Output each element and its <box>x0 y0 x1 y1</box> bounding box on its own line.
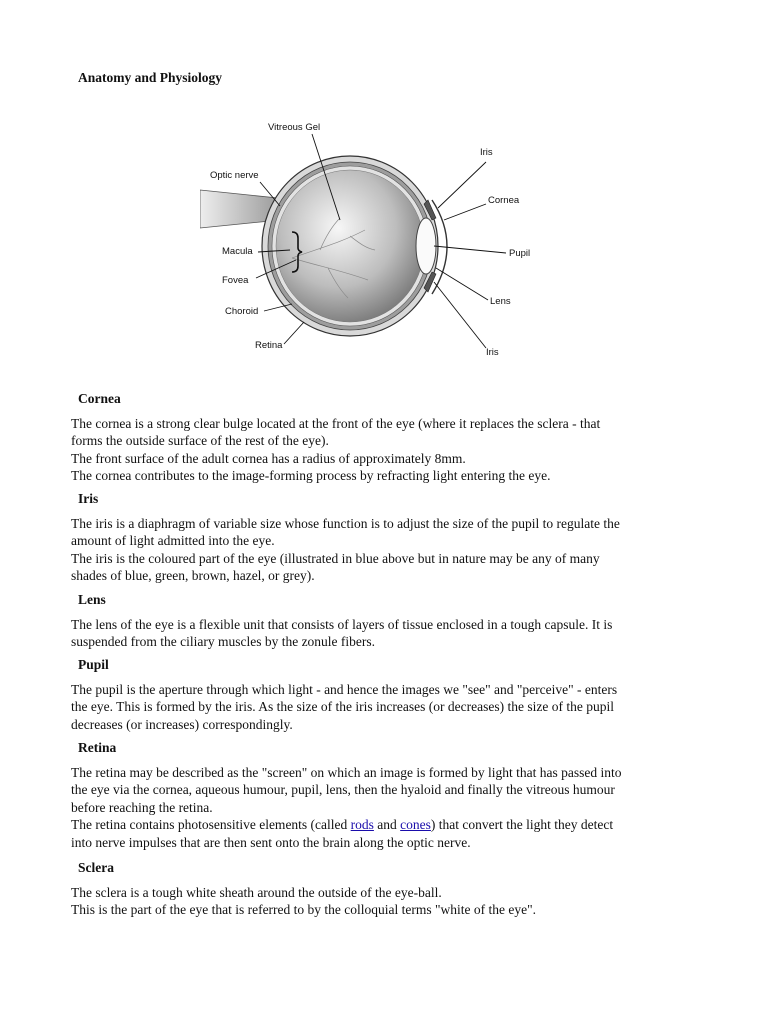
label-iris-bottom: Iris <box>486 347 499 358</box>
lens-shape <box>416 218 436 274</box>
sclera-text: The sclera is a tough white sheath around the outside of the eye-ball. This is the part of the eye that is referred to by the colloquial terms "white of the eye". <box>71 885 536 918</box>
section-pupil <box>71 657 711 733</box>
link-rods[interactable]: rods <box>350 817 374 833</box>
section-retina <box>71 740 711 851</box>
section-lens <box>71 592 711 651</box>
label-iris-top: Iris <box>480 147 493 158</box>
label-lens: Lens <box>490 296 511 307</box>
label-vitreous-gel: Vitreous Gel <box>268 122 321 133</box>
label-pupil: Pupil <box>509 248 531 259</box>
label-cornea: Cornea <box>488 195 520 206</box>
eye-anatomy-diagram <box>200 108 560 370</box>
label-choroid: Choroid <box>225 306 259 317</box>
pupil-text: The pupil is the aperture through which light - and hence the images we "see" and "perceive" - enters the eye. This is formed by the iris. As the size of the iris increases (or decreases) the size of the pupil decreases (or increases) correspondingly. <box>71 682 618 732</box>
label-fovea: Fovea <box>222 275 249 286</box>
label-optic-nerve: Optic nerve <box>210 170 259 181</box>
section-sclera <box>71 860 711 919</box>
section-iris <box>71 491 711 585</box>
heading-cornea: Cornea <box>78 391 121 406</box>
eye-diagram-svg <box>200 108 560 370</box>
heading-retina: Retina <box>78 740 117 755</box>
lens-text: The lens of the eye is a flexible unit that consists of layers of tissue enclosed in a tough capsule. It is suspended from the ciliary muscles by the zonule fibers. <box>71 617 613 650</box>
section-cornea <box>71 391 711 485</box>
heading-iris: Iris <box>78 491 99 506</box>
iris-text: The iris is a diaphragm of variable size whose function is to adjust the size of the pupil to regulate the amount of light admitted into the eye. The iris is the coloured part of the eye (illustrated in blue above but in nature may be any of many shades of blue, green, brown, hazel, or grey). <box>71 516 620 584</box>
page-title: Anatomy and Physiology <box>78 70 223 85</box>
heading-sclera: Sclera <box>78 860 114 875</box>
cornea-text: The cornea is a strong clear bulge located at the front of the eye (where it replaces the sclera - that forms the outside surface of the rest of the eye). The front surface of the adult cornea has a radius of approximately 8mm. The cornea contributes to the image-forming process by refracting light entering the eye. <box>71 416 601 484</box>
retina-text: The retina may be described as the "screen" on which an image is formed by light that has passed into the eye via the cornea, aqueous humour, pupil, lens, then the hyaloid and finally the vitreous humour before reaching the retina. The retina contains photosensitive elements (called rods and cones) that convert the light they detect into nerve impulses that are then sent onto the brain along the optic nerve. <box>71 765 622 850</box>
heading-pupil: Pupil <box>78 657 109 672</box>
heading-lens: Lens <box>78 592 106 607</box>
label-retina: Retina <box>255 340 283 351</box>
label-macula: Macula <box>222 246 253 257</box>
link-cones[interactable]: cones <box>400 817 431 833</box>
